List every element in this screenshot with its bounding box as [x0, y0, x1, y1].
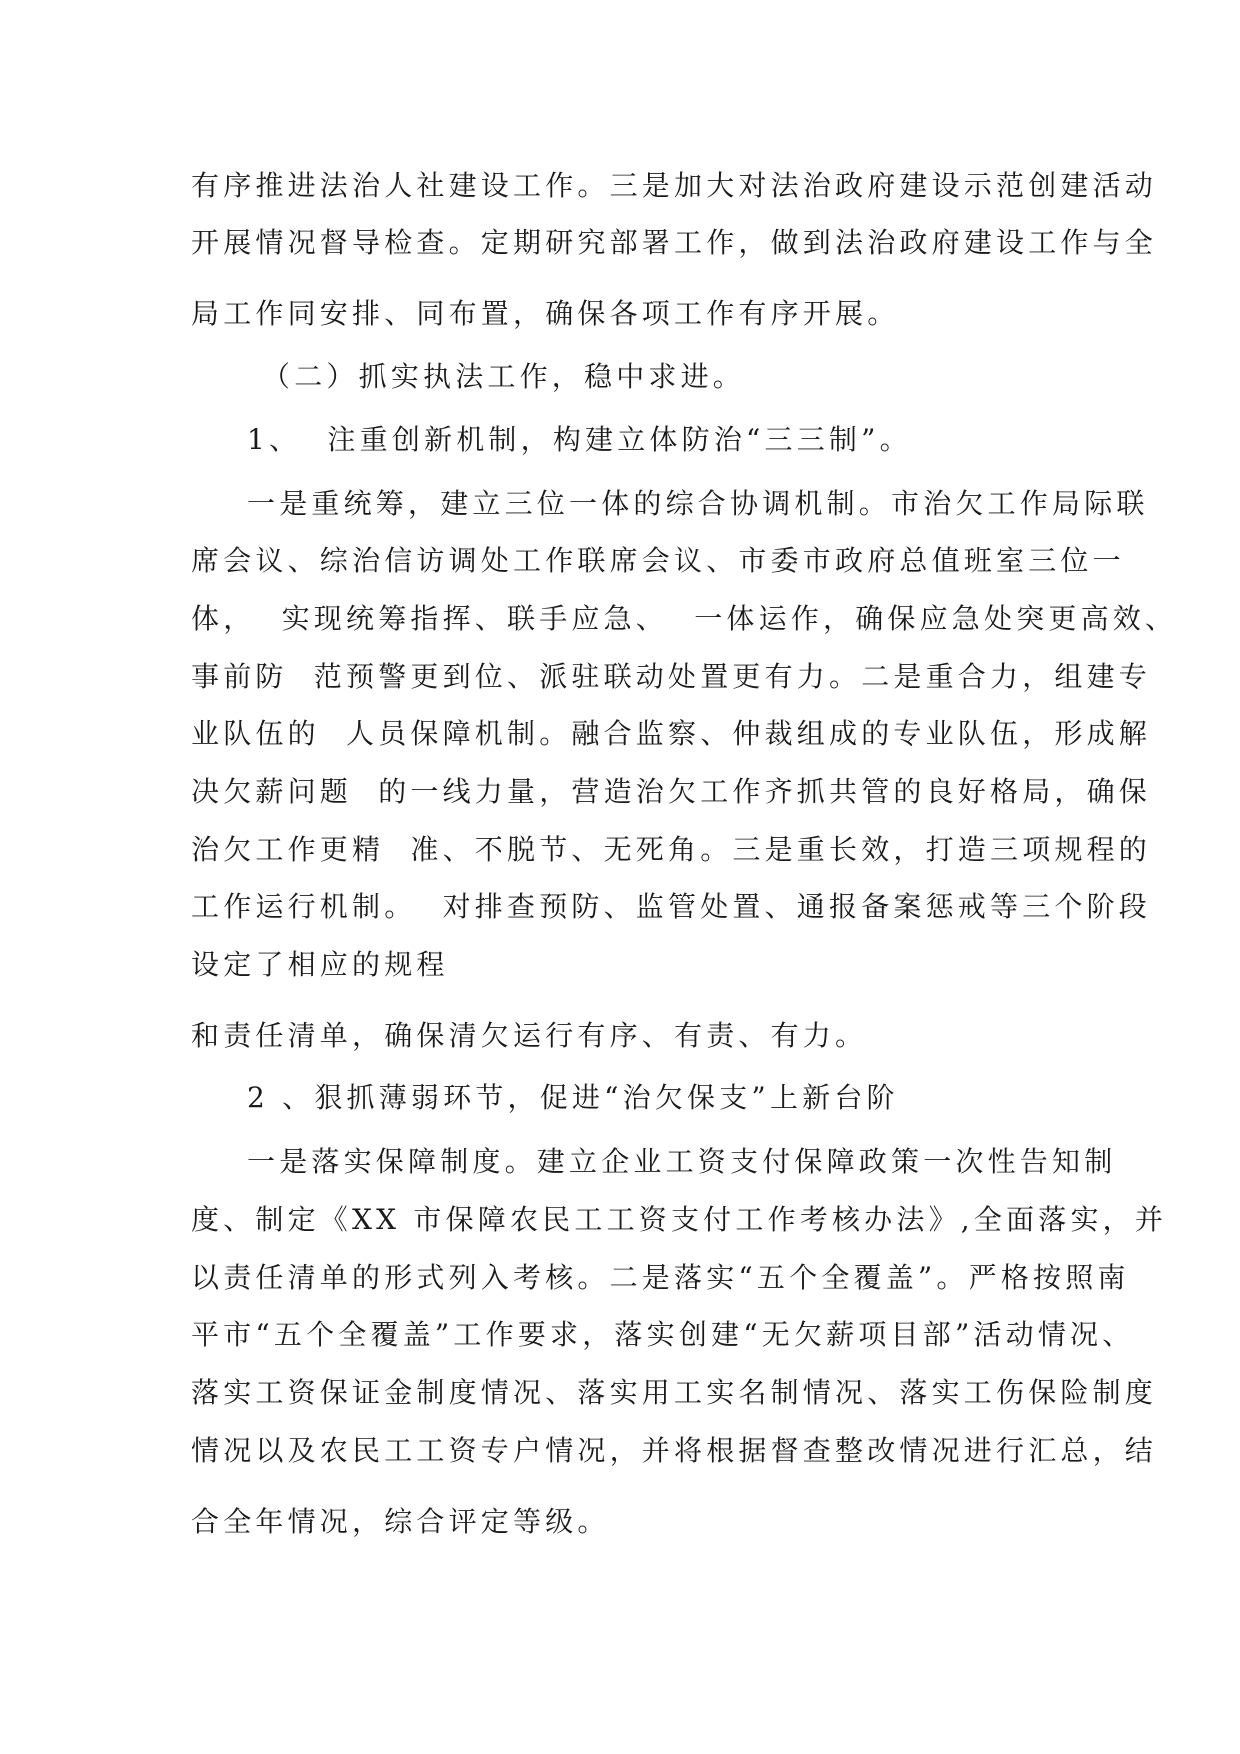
paragraph-line: 决欠薪问题 的一线力量，营造治欠工作齐抓共管的良好格局，确保 [191, 775, 1152, 808]
paragraph-line: 事前防 范预警更到位、派驻联动处置更有力。二是重合力，组建专 [191, 660, 1152, 693]
paragraph-line: 合全年情况，综合评定等级。 [191, 1505, 610, 1538]
subsection-heading: 1、 注重创新机制，构建立体防治“三三制”。 [247, 423, 912, 456]
paragraph-line: 工作运行机制。 对排查预防、监管处置、通报备案惩戒等三个阶段 [191, 890, 1152, 923]
subsection-heading: 2 、狠抓薄弱环节，促进“治欠保支”上新台阶 [247, 1081, 899, 1114]
paragraph-line: 设定了相应的规程 [191, 948, 449, 981]
paragraph-line: 情况以及农民工工资专户情况，并将根据督查整改情况进行汇总，结 [191, 1434, 1158, 1467]
paragraph-line: 治欠工作更精 准、不脱节、无死角。三是重长效，打造三项规程的 [191, 833, 1152, 866]
section-heading: （二）抓实执法工作，稳中求进。 [262, 360, 746, 393]
paragraph-line: 以责任清单的形式列入考核。二是落实“五个全覆盖”。严格按照南 [191, 1261, 1130, 1294]
paragraph-line: 一是重统筹，建立三位一体的综合协调机制。市治欠工作局际联 [247, 487, 1149, 520]
paragraph-line: 局工作同安排、同布置，确保各项工作有序开展。 [191, 297, 900, 330]
paragraph-line: 和责任清单，确保清欠运行有序、有责、有力。 [191, 1019, 868, 1052]
paragraph-line: 平市“五个全覆盖”工作要求，落实创建“无欠薪项目部”活动情况、 [191, 1318, 1135, 1351]
paragraph-line: 体， 实现统筹指挥、联手应急、 一体运作，确保应急处突更高效、 [191, 602, 1178, 635]
paragraph-line: 开展情况督导检查。定期研究部署工作，做到法治政府建设工作与全 [191, 226, 1158, 259]
paragraph-line: 落实工资保证金制度情况、落实用工实名制情况、落实工伤保险制度 [191, 1376, 1158, 1409]
paragraph-line: 度、制定《XX 市保障农民工工资支付工作考核办法》,全面落实，并 [191, 1203, 1168, 1236]
paragraph-line: 业队伍的 人员保障机制。融合监察、仲裁组成的专业队伍，形成解 [191, 717, 1152, 750]
paragraph-line: 席会议、综治信访调处工作联席会议、市委市政府总值班室三位一 [191, 544, 1125, 577]
paragraph-line: 有序推进法治人社建设工作。三是加大对法治政府建设示范创建活动 [191, 169, 1158, 202]
paragraph-line: 一是落实保障制度。建立企业工资支付保障政策一次性告知制 [247, 1145, 1117, 1178]
